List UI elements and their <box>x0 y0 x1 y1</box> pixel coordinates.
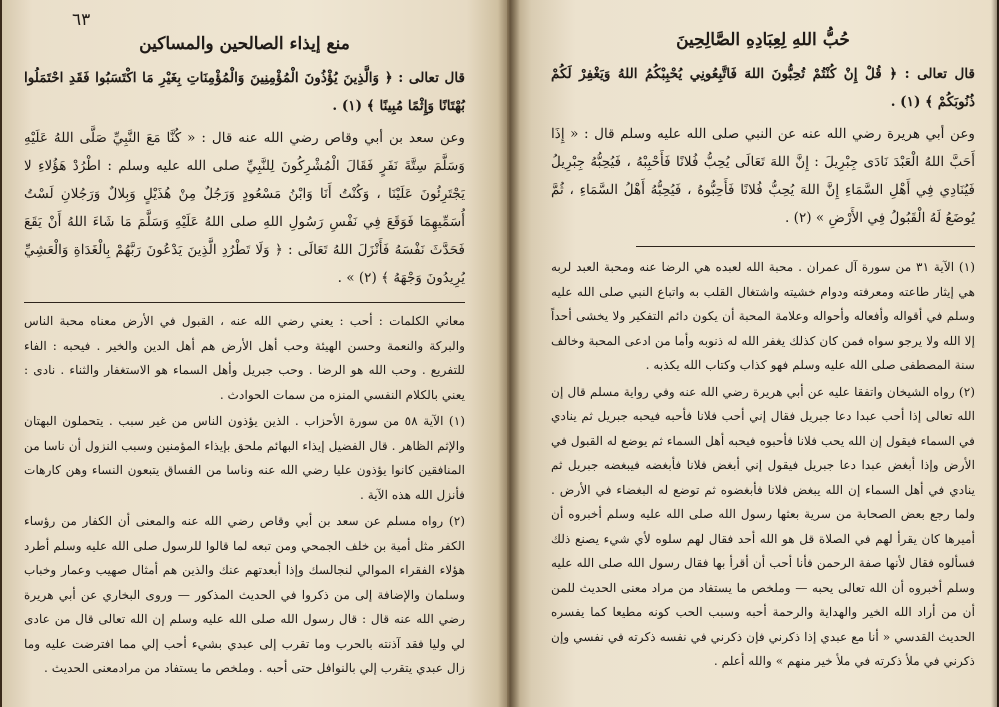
left-vocabulary-note: معاني الكلمات : أحب : يعني رضي الله عنه ، القبول في الأرض معناه محبة الناس والبركة والنعمة وحسن الهيئة وحب أهل الأرض هم أهل الدين والخير . فيحبه : الفاء للتفريع . وحب الله هو الرضا . وحب جبريل وأهل السماء هو الاستغفار والثناء . نادى : يعني بالكلام النفسي المنزه من سمات الحوادث . <box>24 314 465 402</box>
left-page-heading: منع إيذاء الصالحين والمساكين <box>139 34 350 54</box>
page-edge-shadow <box>991 0 997 707</box>
right-verse: قال تعالى : ﴿ قُلْ إِنْ كُنْتُمْ تُحِبُّونَ اللهَ فَاتَّبِعُونِي يُحْبِبْكُمُ اللهُ وَيَغْفِرْ لَكُمْ ذُنُوبَكُمْ ﴾ (١) . <box>551 66 975 110</box>
left-footnote-divider <box>24 302 465 303</box>
right-footnote-2: (٢) رواه الشيخان واتفقا عليه عن أبي هريرة رضي الله عنه وفي رواية مسلم قال إن الله تعالى إذا أحب عبدا دعا جبريل فقال إني أحب فلانا فأحبه فيحبه جبريل ثم ينادي في السماء فيقول إن الله يحب فلانا فأحبوه فيحبه أهل السماء ثم يوضع له القبول في الأرض وإذا أبغض عبدا دعا جبريل فيقول إني أبغض فلانا فأبغضه فيبغضه جبريل ثم ينادي في أهل السماء إن الله يبغض فلانا فأبغضوه ثم توضع له البغضاء في الأرض . ولما رجع بعض الصحابة من سرية بعثها رسول الله صلى الله عليه وسلم أخبروه أن أميرها كان يقرأ لهم في الصلاة قل هو الله أحد فقال لهم سلوه لأي شيء يصنع ذلك فسألوه فقال لأنها صفة الرحمن فأنا أحب أن أقرأ بها فقال رسول الله صلى الله عليه وسلم أخبروه أن الله تعالى يحبه — وملخص ما يستفاد من مراد معنى الحديث للمن أن من أراد الله الخير والهداية والرحمة أحبه وسبب الحب كونه مطيعا كما يفسره الحديث القدسي « أنا مع عبدي إذا ذكرني فإن ذكرني في نفسه ذكرته في نفسي وإن ذكرني في ملأ ذكرته في ملأ خير منهم » والله أعلم . <box>551 384 975 668</box>
left-hadith: وعن سعد بن أبي وقاص رضي الله عنه قال : « كُنَّا مَعَ النَّبِيِّ صَلَّى اللهُ عَلَيْهِ وَسَلَّمَ سِتَّةَ نَفَرٍ فَقَالَ الْمُشْرِكُونَ لِلنَّبِيِّ صلى الله عليه وسلم : اطْرُدْ هَؤُلاءِ لا يَجْتَرِئُونَ عَلَيْنَا ، وَكُنْتُ أَنَا وَابْنُ مَسْعُودٍ وَرَجُلٌ مِنْ هُذَيْلٍ وَبِلالٌ وَرَجُلانِ لَسْتُ أُسَمِّيهِمَا فَوَقَعَ فِي نَفْسِ رَسُولِ اللهِ صلى اللهُ عَلَيْهِ وَسَلَّمَ مَا شَاءَ اللهُ أَنْ يَقَعَ فَحَدَّثَ نَفْسَهُ فَأَنْزَلَ اللهُ تَعَالَى : ﴿ وَلَا تَطْرُدِ الَّذِينَ يَدْعُونَ رَبَّهُمْ بِالْغَدَاةِ وَالْعَشِيِّ يُرِيدُونَ وَجْهَهُ ﴾ (٢) » . <box>24 130 465 286</box>
right-page-heading: حُبُّ اللهِ لِعِبَادِهِ الصَّالِحِينَ <box>676 30 850 50</box>
right-page <box>507 0 997 707</box>
page-number: ٦٣ <box>72 10 91 30</box>
left-footnote-1: (١) الآية ٥٨ من سورة الأحزاب . الذين يؤذون الناس من غير سبب . يتحملون البهتان والإثم الظاهر . قال الفضيل إيذاء البهائم ملحق بإيذاء المؤمنين وسبب النزول أن ناسا من المنافقين كانوا يؤذون عليا رضي الله عنه وناسا من الفساق يتبعون النساء وهن كارهات فأنزل الله هذه الآية . <box>24 414 465 502</box>
right-hadith: وعن أبي هريرة رضي الله عنه عن النبي صلى الله عليه وسلم قال : « إِذَا أَحَبَّ اللهُ الْعَبْدَ نَادَى جِبْرِيلَ : إِنَّ اللهَ تَعَالَى يُحِبُّ فُلانًا فَأَحْبِبْهُ ، فَيُحِبُّهُ جِبْرِيلُ فَيُنَادِي فِي أَهْلِ السَّمَاءِ إِنَّ اللهَ يُحِبُّ فُلانًا فَأَحِبُّوهُ ، فَيُحِبُّهُ أَهْلُ السَّمَاءِ ، ثُمَّ يُوضَعُ لَهُ الْقَبُولُ فِي الأَرْضِ » (٢) . <box>551 126 975 226</box>
book-gutter <box>498 0 520 707</box>
left-page <box>2 0 507 707</box>
right-footnote-1: (١) الآية ٣١ من سورة آل عمران . محبة الله لعبده هي الرضا عنه ومحبة العبد لربه هي إيثار طاعته ومعرفته ودوام خشيته واشتغال القلب به واتباع النبي صلى الله عليه وسلم في أقواله وأفعاله وأحواله وعلامة المحبة أن يكون دائم التفكير ولا يخشى أحداً إلا الله ولا يرجو سواه فمن كان كذلك يغفر الله له ذنوبه وأما من ادعى المحبة وخالف سنة المصطفى صلى الله عليه وسلم فهو كذاب وكتاب الله يكذبه . <box>551 260 975 372</box>
right-footnote-divider <box>636 246 975 247</box>
left-footnote-2: (٢) رواه مسلم عن سعد بن أبي وقاص رضي الله عنه والمعنى أن الكفار من رؤساء الكفر مثل أمية بن خلف الجمحي ومن تبعه لما قالوا للرسول صلى الله عليه وسلم أطرد هؤلاء الفقراء الموالي لنجالسك وإذا أبعدتهم عنك والذين هم أمثال صهيب وعمار وخباب وسلمان والإضافة إلى من ذكروا في الحديث المذكور — وروى البخاري عن أبي هريرة رضي الله عنه قال : قال رسول الله صلى الله عليه وسلم إن الله تعالى قال من عادى لي وليا فقد آذنته بالحرب وما تقرب إلى عبدي بشيء أحب إلي مما افترضت عليه وما زال عبدي يتقرب إلي بالنوافل حتى أحبه . وملخص ما يستفاد من مرادمعنى الحديث . <box>24 514 465 675</box>
left-verse: قال تعالى : ﴿ وَالَّذِينَ يُؤْذُونَ الْمُؤْمِنِينَ وَالْمُؤْمِنَاتِ بِغَيْرِ مَا اكْتَسَبُوا فَقَدِ احْتَمَلُوا بُهْتَانًا وَإِثْمًا مُبِينًا ﴾ (١) . <box>24 70 465 114</box>
